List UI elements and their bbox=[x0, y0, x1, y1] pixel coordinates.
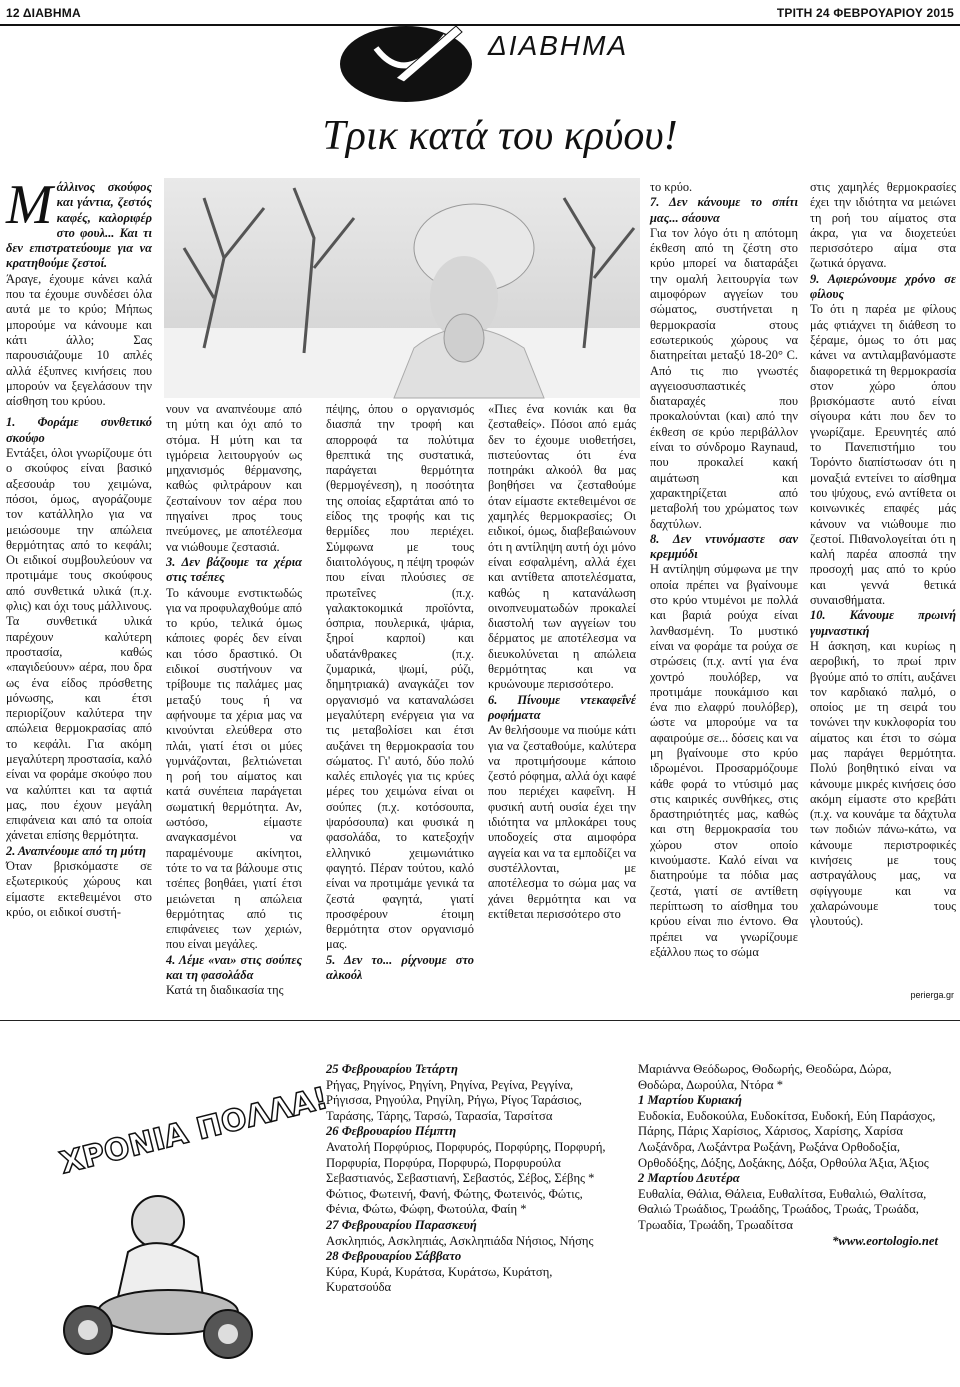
name-day-cartoon bbox=[18, 1080, 332, 1362]
tip-5-heading: 5. Δεν το... ρίχνουμε στο αλκοόλ bbox=[326, 952, 474, 982]
name-day-date: 1 Μαρτίου Κυριακή bbox=[638, 1093, 742, 1108]
name-day-list-left bbox=[326, 1062, 606, 1296]
tip-5-text: «Πιες ένα κονιάκ και θα ζεσταθείς». Πόσοι από εμάς δεν το έχουμε υιοθετήσει, πιστεύοντας ότι ένα ποτηράκι αλκοόλ θα μας βοηθήσει να ζεσταθούμε όταν είμαστε εκτεθειμένοι σε χαμηλές θερμοκρασίες; Οι ειδικοί, όμως, διαβεβαιώνουν ότι η αντίληψη αυτή όχι μόνο είναι εσφαλμένη, αλλά έχει και αντίθετα αποτελέσματα, καθώς η κατανάλωση οινοπνευματωδών προκαλεί διαστολή των αγγείων του δέρματος με αποτέλεσμα να διευκολύνεται η απώλεια θερμότητας και να κρυώνουμε περισσότερο. bbox=[488, 402, 636, 692]
tip-10-heading: 10. Κάνουμε πρωινή γυμναστική bbox=[810, 608, 956, 638]
name-day-names: Ευδοκία, Ευδοκούλα, Ευδοκίτσα, Ευδοκή, Εύη Παράσχος, Πάρης, Πάρις Χαρίσιος, Χάρισος, Χαρίσης, Χαρίσα Λωξάνδρα, Λωξάντρα Ρωξάνη, Ρωξάνα Ορθοδοξία, Ορθοδόξης, Δόξης, Δοξάκης, Δόξα, Ορθούλα Άξια, Άξιος bbox=[638, 1108, 936, 1170]
name-day-names: Κύρα, Κυρά, Κυράτσα, Κυράτσω, Κυράτση, Κυρατσούδα bbox=[326, 1264, 553, 1295]
tip-10-text: Η άσκηση, και κυρίως η αεροβική, το πρωί πριν βγούμε από το σπίτι, αυξάνει τον καρδιακό παλμό, ο οποίος με τη σειρά του τονώνει την κυκλοφορία του αίματος και έτσι το σώμα μας παράγει θερμότητα. Πολύ βοηθητικό είναι να κάνουμε μικρές κινήσεις όσο ακόμη είμαστε στο κρεβάτι (π.χ. να κουνάμε τα δάχτυλα των ποδιών πάνω-κάτω, να κάνουμε περιστροφικές κινήσεις με τους αστραγάλους μας, να σφίγγουμε και να χαλαρώνουμε τους γλουτούς). bbox=[810, 638, 956, 929]
tip-2-continued: νουν να αναπνέουμε από τη μύτη και όχι από το στόμα. Η μύτη και τα ιγμόρεια λειτουργούν ως μηχανισμός θέρμανσης, καθώς φιλτράρουν και ζεσταίνουν τον αέρα που πηγαίνει προς τους πνεύμονες, με αποτέλεσμα να νιώθουμε ζεστασιά. bbox=[166, 402, 302, 554]
name-day-names: Μαριάννα Θεόδωρος, Θοδωρής, Θεοδώρα, Δώρα, Θοδώρα, Δωρούλα, Ντόρα * bbox=[638, 1062, 892, 1092]
name-day-names: Ευθαλία, Θάλια, Θάλεια, Ευθαλίτσα, Ευθαλιώ, Θαλίτσα, Θαλιώ Τρωάδιος, Τρωάδης, Τρωάδος, Τρωάς, Τρωάδα, Τρωαδία, Τρωάδη, Τρωαδίτσα bbox=[638, 1186, 927, 1232]
tip-2-heading: 2. Αναπνέουμε από τη μύτη bbox=[6, 843, 146, 858]
winter-woman-photo bbox=[164, 178, 640, 398]
tip-1-heading: 1. Φοράμε συνθετικό σκούφο bbox=[6, 415, 152, 445]
tip-3-text: Το κάνουμε ενστικτωδώς για να προφυλαχθούμε από το κρύο, τελικά όμως κάποιες φορές δεν είναι και τόσο δραστικό. Οι ειδικοί συστήνουν να τρίβουμε τις παλάμες μας μεταξύ τους ή να αφήνουμε τα χέρια μας να κινούνται ελεύθερα στο πλάι, γιατί έτσι οι μύες γυμνάζονται, βελτιώνεται η ροή του αίματος και κατά συνέπεια παράγεται σωματική θερμότητα. Αν, ωστόσο, είμαστε αναγκασμένοι να παραμένουμε ακίνητοι, τότε το να τα βάλουμε στις τσέπες βοηθάει, γιατί έτσι μειώνεται η απώλεια θερμότητας από τις επιφάνειες των χεριών, που είναι μεγάλες. bbox=[166, 585, 302, 952]
tip-4-text: Κατά τη διαδικασία της bbox=[166, 983, 284, 998]
name-day-names: Ρήγας, Ρηγίνος, Ρηγίνη, Ρηγίνα, Ρεγίνα, Ρεγγίνα, Ρήγισσα, Ρηγούλα, Ρηγίλη, Ρήγω, Ρίγος Ταράσιος, Ταράσης, Τάρης, Ταρσώ, Ταρασία, Ταρσίτσα bbox=[326, 1077, 582, 1123]
source-credit: periergа.gr bbox=[910, 990, 954, 1000]
name-day-date: 28 Φεβρουαρίου Σάββατο bbox=[326, 1249, 462, 1264]
tip-6-heading: 6. Πίνουμε ντεκαφεΐνέ ροφήματα bbox=[488, 692, 636, 722]
tip-7-text: Για τον λόγο ότι η απότομη έκθεση από τη ζέστη στο κρύο μπορεί να διαταράξει την ομαλή λειτουργία των αιμοφόρων αγγείων του σώματος, συστήνεται η θερμοκρασία στους εσωτερικούς χώρους να διατηρείται μεταξύ 18-20° C. Από τις πιο γνωστές αγγειοσυσπαστικές διαταραχές που προκαλούνται (και) από την έκθεση σε κρύο περιβάλλον είναι το σύνδρομο Raynaud, που προκαλεί κακή αιμάτωση και χαρακτηρίζεται από μεταβολή του χρώματος των δαχτύλων. bbox=[650, 225, 798, 531]
tip-7-heading: 7. Δεν κάνουμε το σπίτι μας... σάουνα bbox=[650, 195, 798, 225]
name-day-names: Ανατολή Πορφύριος, Πορφυρός, Πορφύρης, Πορφυρή, Πορφυρία, Πορφύρα, Πορφυρώ, Πορφυρούλα Σεβαστιανός, Σεβαστιανή, Σεβαστός, Σέβος, Σέβης * Φώτιος, Φωτεινή, Φανή, Φώτης, Φωτεινός, Φώτις, Φένια, Φώτω, Φώφη, Φωτούλα, Φαίη * bbox=[326, 1139, 606, 1217]
issue-date: ΤΡΙΤΗ 24 ΦΕΒΡΟΥΑΡΙΟΥ 2015 bbox=[776, 6, 954, 20]
page-section-label: 12 ΔΙΑΒΗΜΑ bbox=[6, 6, 81, 20]
logo-text: ΔΙΑΒΗΜΑ bbox=[488, 30, 629, 61]
name-day-date: 25 Φεβρουαρίου Τετάρτη bbox=[326, 1062, 458, 1076]
tip-8-heading: 8. Δεν ντυνόμαστε σαν κρεμμύδι bbox=[650, 531, 798, 562]
tip-3-heading: 3. Δεν βάζουμε τα χέρια στις τσέπες bbox=[166, 554, 302, 585]
cartoon-greeting: ΧΡΟΝΙΑ ΠΟΛΛΑ! bbox=[56, 1080, 332, 1182]
article-column-3 bbox=[326, 402, 474, 1002]
tip-8-continued: στις χαμηλές θερμοκρασίες έχει την ιδιότητα να μειώνει τη ροή του αίματος στα άκρα, για να διοχετεύει περισσότερο αίμα στα ζωτικά όργανα. bbox=[810, 180, 956, 271]
tip-2-text: Όταν βρισκόμαστε σε εξωτερικούς χώρους και είμαστε εκτεθειμένοι στο κρύο, οι ειδικοί συστή- bbox=[6, 859, 152, 919]
name-day-date: 26 Φεβρουαρίου Πέμπτη bbox=[326, 1124, 457, 1139]
name-day-date: 27 Φεβρουαρίου Παρασκευή bbox=[326, 1217, 477, 1232]
tip-9-text: Το ότι η παρέα με φίλους μάς φτιάχνει τη διάθεση το ξέραμε, όμως το ότι μας κάνει να αντιλαμβανόμαστε διαφορετικά τη θερμοκρασία στον χώρο όπου βρισκόμαστε αυτό είναι σίγουρα κάτι που δεν το γνωρίζαμε. Ερευνητές από το Πανεπιστήμιο του Τορόντο διαπίστωσαν ότι η μοναξιά εντείνει το αίσθημα του ψύχους, ενώ αντίθετα οι κοινωνικές επαφές μάς κάνουν να νιώθουμε πιο ζεστοί. Πιθανολογείται ότι η καλή παρέα αποσπά την προσοχή μας από το κρύο και γεννά θετικά συναισθήματα. bbox=[810, 302, 956, 608]
article-title: Τρικ κατά του κρύου! bbox=[322, 113, 678, 159]
tip-9-heading: 9. Αφιερώνουμε χρόνο σε φίλους bbox=[810, 271, 956, 302]
tip-8-text: Η αντίληψη σύμφωνα με την οποία πρέπει να βγαίνουμε στο κρύο ντυμένοι με πολλά και βαριά ρούχα είναι λανθασμένη. Το μυστικό είναι να φοράμε τα ρούχα σε στρώσεις (π.χ. αντί για ένα χοντρό πουλόβερ, να προτιμάμε πουκάμισο και ένα πιο ελαφρύ πουλόβερ), ώστε να μπορούμε να τα αφαιρούμε σε... δόσεις και να μη βγαίνουμε στο κρύο ιδρωμένοι. Προσαρμόζουμε κάθε φορά το ντύσιμό μας στις καιρικές συνθήκες, στις δραστηριότητές μας, καθώς και στη θερμοκρασία του χώρου στον οποίο κινούμαστε. Καλό είναι να διατηρούμε τα πόδια μας ζεστά, γιατί σε αντίθετη περίπτωση το αίσθημα του κρύου είναι πιο έντονο. Θα πρέπει να γνωρίζουμε εξάλλου πως το σώμα bbox=[650, 562, 798, 959]
name-day-date: 2 Μαρτίου Δευτέρα bbox=[638, 1171, 740, 1186]
intro-paragraph: Άραγε, έχουμε κάνει καλά που τα έχουμε συνδέσει όλα αυτά με το κρύο; Μήπως μπορούμε να κάνουμε και κάτι άλλο; Σας παρουσιάζουμε 10 απλές αλλά έξυπνες κινήσεις που μπορούν να ξεγελάσουν την αίσθηση του κρύου. bbox=[6, 271, 152, 409]
tip-6-text: Αν θελήσουμε να πιούμε κάτι για να ζεσταθούμε, καλύτερα να προτιμήσουμε κάποιο ζεστό ρόφημα, αλλά όχι καφέ που περιέχει καφεΐνη. Η φυσική αυτή ουσία έχει την ιδιότητα να μπλοκάρει τους υποδοχείς στα αιμοφόρα αγγεία και να τα εμποδίζει να συστέλλονται, με αποτέλεσμα το σώμα μας να χάνει θερμότητα και να εκτίθεται περισσότερο στο bbox=[488, 723, 636, 921]
eortologio-link[interactable]: *www.eortologio.net bbox=[832, 1233, 938, 1248]
tip-1-text: Εντάξει, όλοι γνωρίζουμε ότι ο σκούφος είναι βασικό αξεσουάρ του χειμώνα, πόσοι, όμως, αγοράζουμε τον κατάλληλο για να μειώσουμε την απώλεια θερμότητας από το κεφάλι; Οι ειδικοί συμβουλεύουν να προτιμάμε τους σκούφους από συνθετικά υλικά (π.χ. φλις) και όχι τους μάλλινους. Τα συνθετικά υλικά παρέχουν καλύτερη προστασία, καθώς «παγιδεύουν» αέρα, που δρα ως ένα είδος πρόσθετης μόνωσης, και έτσι περιορίζουν καλύτερα την απώλεια θερμοκρασίας από το κεφάλι. Για ακόμη μεγαλύτερη προστασία, καλό είναι να φοράμε σκούφο που να καλύπτει και τα αφτιά μας, που έχουν μεγάλη επιφάνεια και από τα οποία χάνεται επίσης θερμότητα. bbox=[6, 446, 152, 843]
name-day-list-right bbox=[638, 1062, 938, 1249]
tip-6-continued: το κρύο. bbox=[650, 180, 693, 194]
article-column-1 bbox=[6, 174, 152, 990]
article-column-5 bbox=[650, 180, 798, 1002]
article-column-6 bbox=[810, 180, 956, 990]
article-column-4 bbox=[488, 402, 636, 1002]
article-column-2 bbox=[166, 402, 302, 1002]
drop-cap: Μ bbox=[6, 174, 53, 236]
tip-4-heading: 4. Λέμε «ναι» στις σούπες και τη φασολάδα bbox=[166, 952, 302, 982]
name-day-names: Ασκληπιός, Ασκληπιάς, Ασκληπιάδα Νήσιος, Νήσης bbox=[326, 1233, 594, 1248]
article-lead: άλλινος σκούφος και γάντια, ζεστός καφές, καλοριφέρ στο φουλ... Και τι δεν επιστρατεύουμε για να κρατηθούμε ζεστοί. bbox=[6, 180, 152, 271]
section-divider bbox=[0, 1020, 960, 1021]
tip-4-continued: πέψης, όπου ο οργανισμός διασπά την τροφή και απορροφά τα πολύτιμα θρεπτικά της συστατικά, παράγεται θερμότητα (θερμογένεση), η ποσότητα της οποίας εξαρτάται από το είδος της τροφής και τις θερμίδες που περιέχει. Σύμφωνα με τους διαιτολόγους, η πέψη τροφών που είναι πλούσιες σε πρωτεΐνες (π.χ. γαλακτοκομικά προϊόντα, όσπρια, πουλερικά, ψάρια, ξηροί καρποί) και υδατάνθρακες (π.χ. ζυμαρικά, ψωμί, ρύζι, δημητριακά) αναγκάζει τον οργανισμό να καταναλώσει μεγαλύτερη ενέργεια για να τις μεταβολίσει και έτσι αυξάνει τη θερμοκρασία του σώματος. Γι' αυτό, δύο πολύ καλές επιλογές για τις κρύες μέρες του χειμώνα είναι οι σούπες (π.χ. κοτόσουπα, ψαρόσουπα) και φυσικά η φασολάδα, το κατεξοχήν ελληνικό χειμωνιάτικο φαγητό. Πέραν τούτου, καλό είναι να προτιμάμε γενικά τα ζεστά φαγητά, γιατί προσφέρουν έτοιμη θερμότητα στον οργανισμό μας. bbox=[326, 402, 474, 952]
